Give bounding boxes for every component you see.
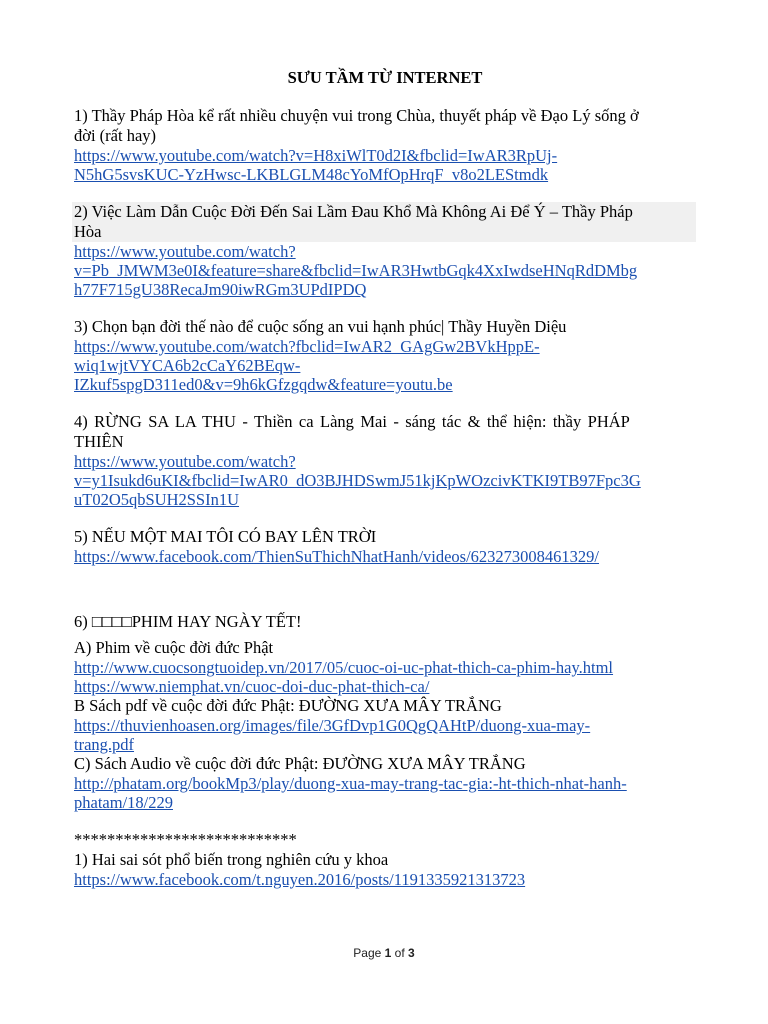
item-6-sub-b-link-1[interactable]: https://thuvienhoasen.org/images/file/3GfDvp1G0QgQAHtP/duong-xua-may- xyxy=(74,716,591,735)
page-title: SƯU TẦM TỪ INTERNET xyxy=(287,68,483,87)
item-6-heading: 6) □□□□PHIM HAY NGÀY TẾT! xyxy=(74,612,302,631)
item-4-link-line-2[interactable]: v=y1Isukd6uKI&fbclid=IwAR0_dO3BJHDSwmJ51kjKpWOzcivKTKI9TB97Fpc3G xyxy=(74,471,641,490)
item-3-link-line-3[interactable]: IZkuf5spgD311ed0&v=9h6kGfzgqdw&feature=youtu.be xyxy=(74,375,453,394)
item-4-heading-line-2: THIÊN xyxy=(74,432,124,451)
item-6-sub-b: B Sách pdf về cuộc đời đức Phật: ĐƯỜNG XƯA MÂY TRẮNG xyxy=(74,696,502,715)
page-footer xyxy=(0,946,768,960)
document-page xyxy=(74,68,696,889)
item-6-sub-a: A) Phim về cuộc đời đức Phật xyxy=(74,638,274,657)
item-2-link-line-3[interactable]: h77F715gU38RecaJm90iwRGm3UPdIPDQ xyxy=(74,280,367,299)
item-2-heading-line-2: Hòa xyxy=(74,222,102,241)
separator-asterisks: *************************** xyxy=(74,830,297,849)
item-6-sub-a-link-1[interactable]: http://www.cuocsongtuoidep.vn/2017/05/cuoc-oi-uc-phat-thich-ca-phim-hay.html xyxy=(74,658,614,677)
item-1 xyxy=(74,106,696,184)
item-5-heading: 5) NẾU MỘT MAI TÔI CÓ BAY LÊN TRỜI xyxy=(74,527,377,546)
footer-page-number: 1 xyxy=(384,946,392,960)
item-5-link[interactable]: https://www.facebook.com/ThienSuThichNhatHanh/videos/623273008461329/ xyxy=(74,547,600,566)
item-1-heading-line-1: 1) Thầy Pháp Hòa kể rất nhiều chuyện vui trong Chùa, thuyết pháp về Đạo Lý sống ở xyxy=(74,106,639,125)
item-6-sub-c: C) Sách Audio về cuộc đời đức Phật: ĐƯỜNG XƯA MÂY TRẮNG xyxy=(74,754,526,773)
item-3 xyxy=(74,317,696,394)
item-2-heading-block xyxy=(72,202,696,242)
item-4-link-line-3[interactable]: uT02O5qbSUH2SSIn1U xyxy=(74,490,240,509)
item-2-link-line-2[interactable]: v=Pb_JMWM3e0I&feature=share&fbclid=IwAR3HwtbGqk4XxIwdseHNqRdDMbg xyxy=(74,261,638,280)
item-2 xyxy=(74,202,696,299)
item-4-link-line-1[interactable]: https://www.youtube.com/watch? xyxy=(74,452,296,471)
item-6 xyxy=(74,612,696,812)
item-2-link-line-1[interactable]: https://www.youtube.com/watch? xyxy=(74,242,296,261)
footer-page-word: Page xyxy=(353,946,382,960)
item-4 xyxy=(74,412,696,509)
item-6-sub-c-link-1[interactable]: http://phatam.org/bookMp3/play/duong-xua-may-trang-tac-gia:-ht-thich-nhat-hanh- xyxy=(74,774,627,793)
item-1-heading-line-2: đời (rất hay) xyxy=(74,126,157,145)
item-1-link-line-2[interactable]: N5hG5svsKUC-YzHwsc-LKBLGLM48cYoMfOpHrqF_v8o2LEStmdk xyxy=(74,165,549,184)
item-6-sub-c-link-2[interactable]: phatam/18/229 xyxy=(74,793,173,812)
item-5 xyxy=(74,527,696,566)
item-3-link-line-2[interactable]: wiq1wjtVYCA6b2cCaY62BEqw- xyxy=(74,356,301,375)
item-3-heading: 3) Chọn bạn đời thế nào để cuộc sống an vui hạnh phúc| Thầy Huyền Diệu xyxy=(74,317,567,336)
item-7-heading: 1) Hai sai sót phổ biến trong nghiên cứu y khoa xyxy=(74,850,389,869)
item-1-link-line-1[interactable]: https://www.youtube.com/watch?v=H8xiWlT0d2I&fbclid=IwAR3RpUj- xyxy=(74,146,558,165)
item-4-heading-line-1: 4) RỪNG SA LA THU - Thiền ca Làng Mai - sáng tác & thể hiện: thầy PHÁP xyxy=(74,412,630,431)
item-6-sub-a-link-2[interactable]: https://www.niemphat.vn/cuoc-doi-duc-phat-thich-ca/ xyxy=(74,677,430,696)
item-2-heading-line-1: 2) Việc Làm Dẫn Cuộc Đời Đến Sai Lầm Đau Khổ Mà Không Ai Để Ý – Thầy Pháp xyxy=(74,202,633,221)
item-6-sub-b-link-2[interactable]: trang.pdf xyxy=(74,735,135,754)
footer-of-word: of xyxy=(394,946,405,960)
item-7-link[interactable]: https://www.facebook.com/t.nguyen.2016/posts/1191335921313723 xyxy=(74,870,526,889)
footer-page-total: 3 xyxy=(408,946,415,960)
item-3-link-line-1[interactable]: https://www.youtube.com/watch?fbclid=IwAR2_GAgGw2BVkHppE- xyxy=(74,337,540,356)
